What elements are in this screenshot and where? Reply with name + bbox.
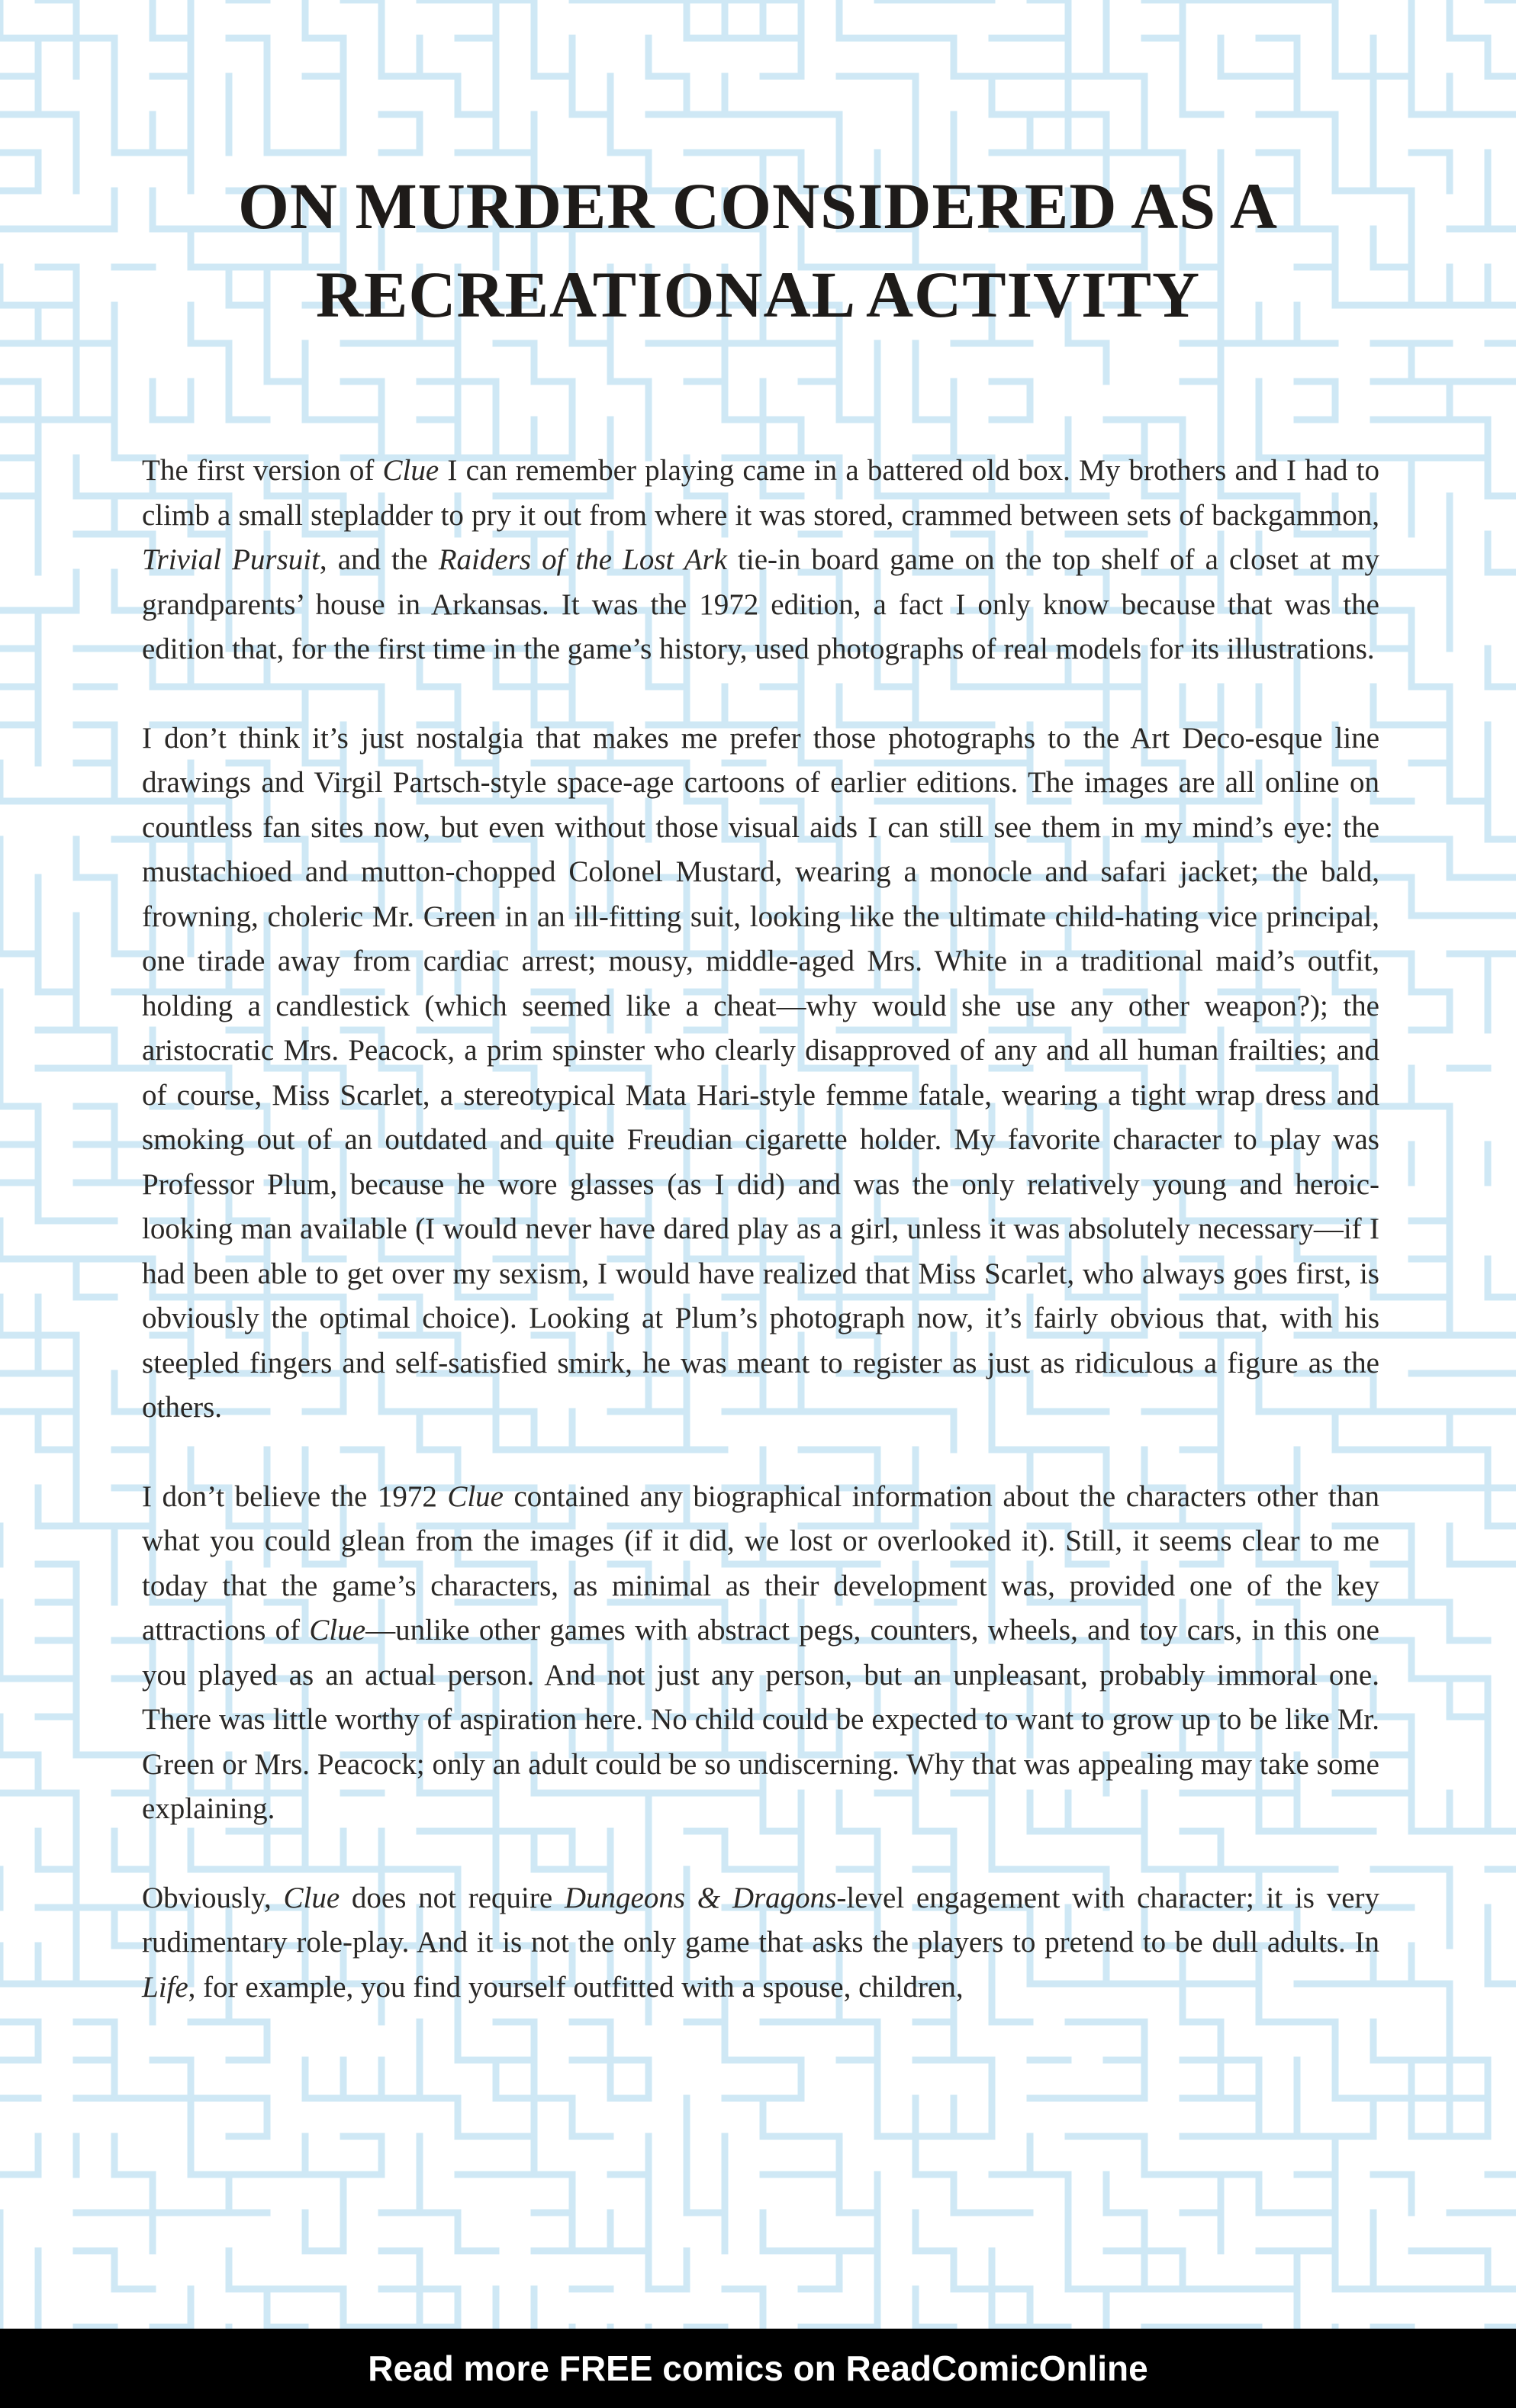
- text-run: —unlike other games with abstract pegs, counters, wheels, and toy cars, in this one you played as an actual person. And not just any person, but an unpleasant, probably immoral one. There was little worthy of aspiration here. No child could be expected to want to grow up to be like Mr. Green or Mrs. Peacock; only an adult could be so undiscerning. Why that was appealing may take some explaining.: [142, 1614, 1379, 1825]
- text-run: , and the: [319, 543, 439, 576]
- text-run: tie-in board game on the top shelf of a closet at my grandparents’ house in Arkansas. It was the 1972 edition, a fact I only know because that was the edition that, for the first time in the game’s history, used photographs of real models for its illustrations.: [142, 543, 1379, 665]
- text-run: I don’t think it’s just nostalgia that makes me prefer those photographs to the Art Deco-esque line drawings and Virgil Partsch-style space-age cartoons of earlier editions. The images are all online on countless fan sites now, but even without those visual aids I can still see them in my mind’s eye: the mustachioed and mutton-chopped Colonel Mustard, wearing a monocle and safari jacket; the bald, frowning, choleric Mr. Green in an ill-fitting suit, looking like the ultimate child-hating vice principal, one tirade away from cardiac arrest; mousy, middle-aged Mrs. White in a traditional maid’s outfit, holding a candlestick (which seemed like a cheat—why would she use any other weapon?); the aristocratic Mrs. Peacock, a prim spinster who clearly disapproved of any and all human frailties; and of course, Miss Scarlet, a stereotypical Mata Hari-style femme fatale, wearing a tight wrap dress and smoking out of an outdated and quite Freudian cigarette holder. My favorite character to play was Professor Plum, because he wore glasses (as I did) and was the only relatively young and heroic-looking man available (I would never have dared play as a girl, unless it was absolutely necessary—if I had been able to get over my sexism, I would have realized that Miss Scarlet, who always goes first, is obviously the optimal choice). Looking at Plum’s photograph now, it’s fairly obvious that, with his steepled fingers and self-satisfied smirk, he was meant to register as just as ridiculous a figure as the others.: [142, 721, 1379, 1424]
- text-run: , for example, you find yourself outfitted with a spouse, children,: [188, 1970, 964, 2004]
- italic-title: Trivial Pursuit: [142, 543, 320, 576]
- body-paragraph: [142, 716, 1379, 1431]
- text-run: contained any biographical information about the characters other than what you could glean from the images (if it did, we lost or overlooked it). Still, it seems clear to me today that the game’s characters, as minimal as their development was, provided one of the key attractions of: [142, 1479, 1379, 1647]
- article-body: [142, 449, 1379, 2054]
- italic-title: Life: [142, 1970, 188, 2004]
- italic-title: Clue: [382, 454, 439, 487]
- text-run: The first version of: [142, 454, 383, 487]
- text-run: I don’t believe the 1972: [142, 1479, 448, 1513]
- italic-title: Clue: [309, 1614, 366, 1647]
- read-more-banner[interactable]: Read more FREE comics on ReadComicOnline: [0, 2329, 1516, 2408]
- body-paragraph: [142, 449, 1379, 672]
- text-run: does not require: [340, 1881, 565, 1914]
- text-run: Obviously,: [142, 1881, 284, 1914]
- text-run: I can remember playing came in a battered old box. My brothers and I had to climb a small stepladder to pry it out from where it was stored, crammed between sets of backgammon,: [142, 454, 1379, 532]
- text-run: -level engagement with character; it is very rudimentary role-play. And it is not the only game that asks the players to pretend to be dull adults. In: [142, 1881, 1380, 1959]
- italic-title: Clue: [283, 1881, 340, 1914]
- italic-title: Raiders of the Lost Ark: [438, 543, 727, 576]
- italic-title: Dungeons & Dragons: [564, 1881, 837, 1914]
- italic-title: Clue: [447, 1479, 504, 1513]
- body-paragraph: [142, 1475, 1379, 1832]
- body-paragraph: [142, 1876, 1379, 2010]
- page-title: ON MURDER CONSIDERED AS A RECREATIONAL ACTIVITY: [238, 169, 1278, 331]
